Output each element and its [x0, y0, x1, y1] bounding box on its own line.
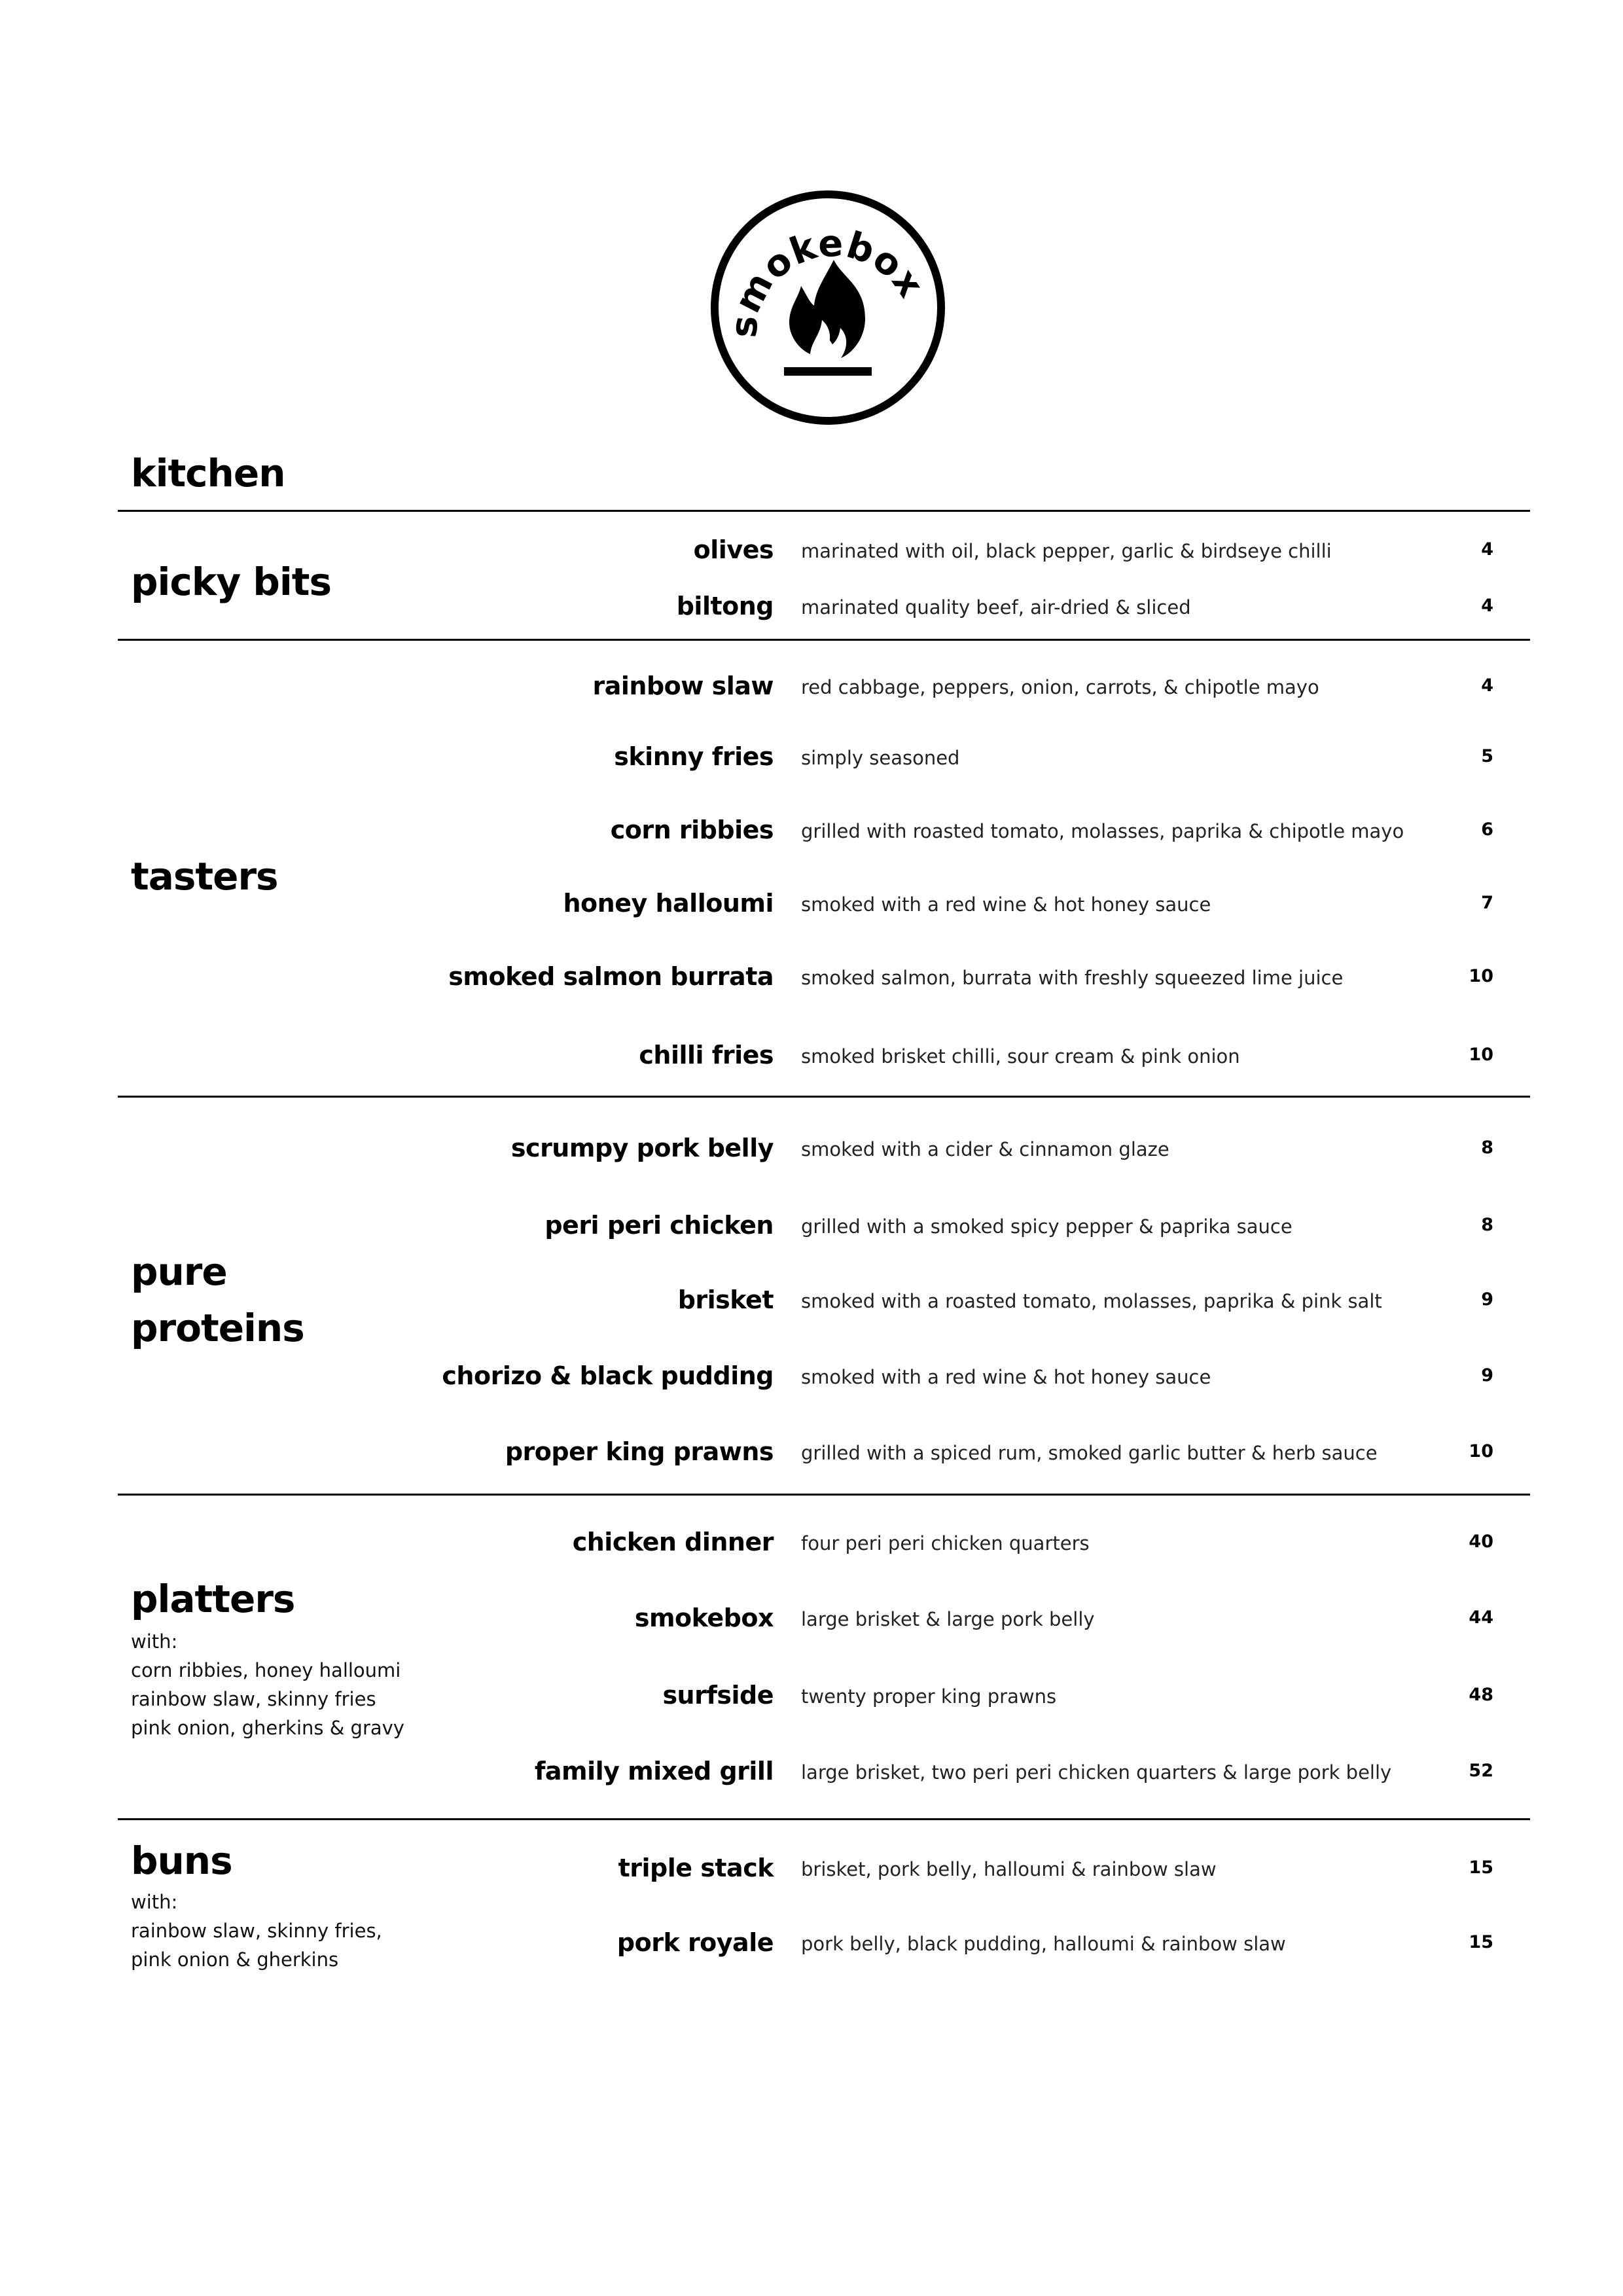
item-name: honey halloumi	[563, 889, 774, 918]
item-description: marinated quality beef, air-dried & sliced	[801, 596, 1191, 619]
smokebox-logo	[694, 173, 962, 442]
item-description: twenty proper king prawns	[801, 1685, 1057, 1708]
item-price: 6	[1481, 819, 1493, 840]
logo-graphic	[694, 173, 962, 442]
logo-wordmark: smokebox	[722, 222, 933, 340]
item-description: smoked with a roasted tomato, molasses, paprika & pink salt	[801, 1290, 1382, 1312]
item-description: grilled with a spiced rum, smoked garlic butter & herb sauce	[801, 1442, 1378, 1464]
item-name: corn ribbies	[610, 816, 774, 844]
item-description: smoked with a red wine & hot honey sauce	[801, 893, 1211, 916]
category-title-line1: pure	[131, 1249, 227, 1294]
menu-item	[0, 1751, 1623, 1791]
category-title-line2: proteins	[131, 1306, 304, 1350]
divider	[118, 1096, 1530, 1098]
menu-item	[0, 530, 1623, 569]
item-description: smoked with a cider & cinnamon glaze	[801, 1138, 1169, 1160]
item-price: 7	[1481, 893, 1493, 913]
item-description: brisket, pork belly, halloumi & rainbow slaw	[801, 1858, 1217, 1880]
menu-item	[0, 1923, 1623, 1962]
item-price: 8	[1481, 1215, 1493, 1235]
item-name: scrumpy pork belly	[510, 1134, 774, 1162]
item-price: 4	[1481, 596, 1493, 616]
category-includes: with: corn ribbies, honey halloumi rainbow slaw, skinny fries pink onion, gherkins & gravy	[131, 1630, 404, 1739]
menu-item	[0, 1848, 1623, 1888]
item-description: pork belly, black pudding, halloumi & rainbow slaw	[801, 1933, 1286, 1955]
item-description: four peri peri chicken quarters	[801, 1532, 1090, 1554]
item-description: smoked brisket chilli, sour cream & pink onion	[801, 1045, 1240, 1067]
item-description: simply seasoned	[801, 747, 960, 769]
item-price: 10	[1469, 1045, 1493, 1065]
divider	[118, 1818, 1530, 1820]
category-title: picky bits	[131, 560, 331, 604]
item-name: chilli fries	[639, 1041, 774, 1069]
menu-item	[0, 1522, 1623, 1562]
page-title: kitchen	[131, 451, 285, 495]
divider	[118, 639, 1530, 641]
item-name: proper king prawns	[505, 1437, 774, 1466]
category-title: buns	[131, 1839, 232, 1883]
item-name: chorizo & black pudding	[442, 1361, 774, 1390]
item-description: grilled with a smoked spicy pepper & paprika sauce	[801, 1215, 1293, 1238]
item-price: 10	[1469, 1441, 1493, 1462]
menu-item	[0, 884, 1623, 923]
menu-item	[0, 586, 1623, 626]
menu-item	[0, 1035, 1623, 1075]
item-description: large brisket & large pork belly	[801, 1608, 1095, 1630]
menu-item	[0, 666, 1623, 706]
item-name: pork royale	[616, 1928, 774, 1957]
item-price: 4	[1481, 675, 1493, 696]
item-name: olives	[693, 535, 774, 564]
menu-item	[0, 1206, 1623, 1245]
item-name: smokebox	[634, 1604, 774, 1632]
item-price: 8	[1481, 1138, 1493, 1158]
divider	[118, 1494, 1530, 1496]
item-price: 52	[1469, 1761, 1493, 1781]
category-includes: with: rainbow slaw, skinny fries, pink onion & gherkins	[131, 1891, 382, 1971]
item-description: marinated with oil, black pepper, garlic & birdseye chilli	[801, 540, 1332, 562]
item-price: 40	[1469, 1532, 1493, 1552]
item-name: chicken dinner	[572, 1528, 774, 1556]
menu-item	[0, 1356, 1623, 1395]
item-name: peri peri chicken	[544, 1211, 774, 1240]
menu-item	[0, 1128, 1623, 1168]
item-price: 48	[1469, 1685, 1493, 1705]
item-price: 15	[1469, 1857, 1493, 1878]
item-price: 4	[1481, 539, 1493, 560]
menu-item	[0, 1598, 1623, 1638]
menu-item	[0, 810, 1623, 850]
item-price: 15	[1469, 1932, 1493, 1952]
item-description: smoked with a red wine & hot honey sauce	[801, 1366, 1211, 1388]
item-name: triple stack	[618, 1854, 774, 1882]
item-name: family mixed grill	[534, 1757, 774, 1785]
item-name: skinny fries	[614, 742, 774, 771]
item-name: rainbow slaw	[592, 672, 774, 700]
item-price: 9	[1481, 1365, 1493, 1386]
item-description: large brisket, two peri peri chicken quarters & large pork belly	[801, 1761, 1392, 1784]
item-description: grilled with roasted tomato, molasses, paprika & chipotle mayo	[801, 820, 1404, 842]
item-price: 10	[1469, 966, 1493, 986]
item-name: surfside	[662, 1681, 774, 1710]
flame-icon	[784, 260, 872, 376]
category-title: platters	[131, 1577, 295, 1621]
item-name: biltong	[676, 592, 774, 620]
item-description: smoked salmon, burrata with freshly squeezed lime juice	[801, 967, 1344, 989]
menu-item	[0, 957, 1623, 996]
item-price: 9	[1481, 1289, 1493, 1310]
divider	[118, 510, 1530, 512]
menu-item	[0, 1676, 1623, 1715]
category-title: tasters	[131, 854, 278, 899]
menu-item	[0, 1280, 1623, 1319]
item-name: smoked salmon burrata	[448, 962, 774, 991]
item-price: 5	[1481, 746, 1493, 766]
menu-item	[0, 737, 1623, 776]
menu-item	[0, 1432, 1623, 1471]
item-price: 44	[1469, 1607, 1493, 1628]
item-description: red cabbage, peppers, onion, carrots, & chipotle mayo	[801, 676, 1319, 698]
item-name: brisket	[677, 1285, 774, 1314]
